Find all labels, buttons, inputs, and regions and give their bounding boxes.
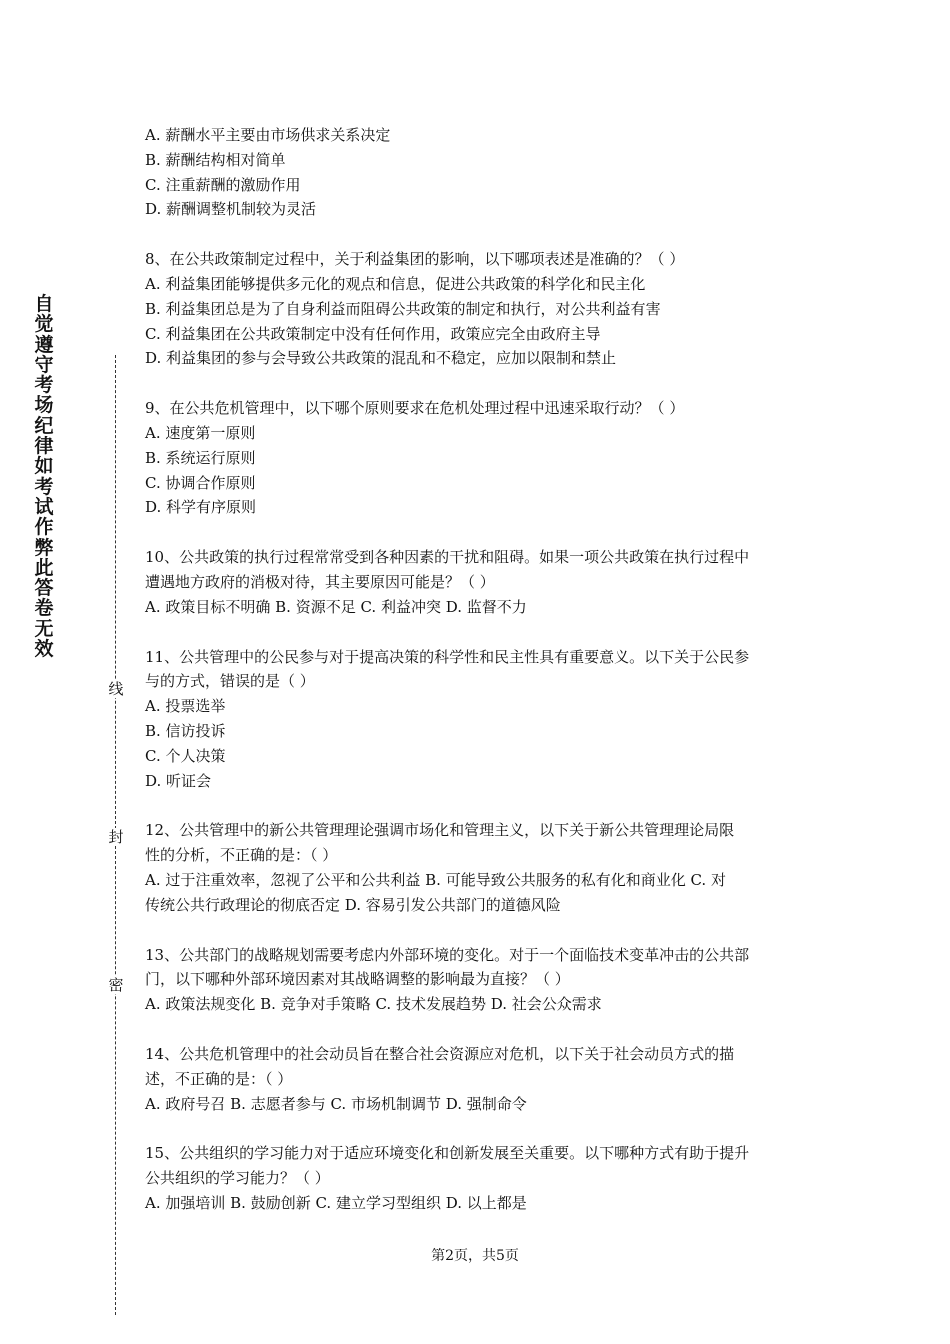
question-text: 门，以下哪种外部环境因素对其战略调整的影响最为直接？（ ） — [145, 970, 570, 989]
question-9 — [145, 396, 815, 520]
option: B. 系统运行原则 — [145, 448, 256, 467]
question-10 — [145, 545, 815, 619]
question-15 — [145, 1141, 815, 1215]
question-text: 9、在公共危机管理中，以下哪个原则要求在危机处理过程中迅速采取行动？（ ） — [145, 399, 685, 418]
option: A. 薪酬水平主要由市场供求关系决定 — [145, 126, 391, 144]
option: C. 注重薪酬的激励作用 — [145, 175, 301, 194]
question-text: 性的分析，不正确的是：（ ） — [145, 846, 338, 865]
question-11 — [145, 645, 815, 794]
option: C. 利益集团在公共政策制定中没有任何作用，政策应完全由政府主导 — [145, 324, 601, 343]
seal-label-mi: 密 — [108, 976, 124, 994]
options: 传统公共行政理论的彻底否定 D. 容易引发公共部门的道德风险 — [145, 895, 561, 914]
question-text: 10、公共政策的执行过程常常受到各种因素的干扰和阻碍。如果一项公共政策在执行过程中 — [145, 548, 750, 567]
option: D. 利益集团的参与会导致公共政策的混乱和不稳定，应加以限制和禁止 — [145, 349, 617, 368]
option: C. 协调合作原则 — [145, 473, 256, 492]
exam-discipline-warning: 自 觉 遵 守 考 场 纪 律 如 考 试 作 弊 此 答 卷 无 效 — [34, 293, 54, 661]
option: D. 科学有序原则 — [145, 498, 257, 517]
question-text: 8、在公共政策制定过程中，关于利益集团的影响，以下哪项表述是准确的？（ ） — [145, 250, 685, 269]
option: B. 利益集团总是为了自身利益而阻碍公共政策的制定和执行，对公共利益有害 — [145, 299, 661, 318]
options: A. 加强培训 B. 鼓励创新 C. 建立学习型组织 D. 以上都是 — [145, 1193, 527, 1212]
question-12 — [145, 818, 815, 917]
option: B. 信访投诉 — [145, 721, 226, 740]
question-text: 14、公共危机管理中的社会动员旨在整合社会资源应对危机，以下关于社会动员方式的描 — [145, 1044, 735, 1063]
question-7-options — [145, 123, 815, 222]
option: A. 投票选举 — [145, 697, 226, 716]
question-text: 与的方式，错误的是（ ） — [145, 672, 315, 691]
options: A. 政策法规变化 B. 竞争对手策略 C. 技术发展趋势 D. 社会公众需求 — [145, 995, 602, 1014]
question-14 — [145, 1042, 815, 1116]
question-text: 遭遇地方政府的消极对待，其主要原因可能是？（ ） — [145, 572, 495, 591]
question-text: 述，不正确的是：（ ） — [145, 1069, 293, 1088]
page-number: 第2页，共5页 — [431, 1248, 519, 1264]
option: A. 利益集团能够提供多元化的观点和信息，促进公共政策的科学化和民主化 — [145, 274, 646, 293]
question-text: 15、公共组织的学习能力对于适应环境变化和创新发展至关重要。以下哪种方式有助于提升 — [145, 1144, 750, 1163]
option: D. 薪酬调整机制较为灵活 — [145, 200, 317, 219]
question-text: 13、公共部门的战略规划需要考虑内外部环境的变化。对于一个面临技术变革冲击的公共部 — [145, 945, 750, 964]
option: C. 个人决策 — [145, 746, 226, 765]
options: A. 过于注重效率，忽视了公平和公共利益 B. 可能导致公共服务的私有化和商业化 C. 对 — [145, 870, 726, 889]
question-text: 12、公共管理中的新公共管理理论强调市场化和管理主义，以下关于新公共管理理论局限 — [145, 821, 735, 840]
question-text: 11、公共管理中的公民参与对于提高决策的科学性和民主性具有重要意义。以下关于公民参 — [145, 647, 750, 666]
options: A. 政策目标不明确 B. 资源不足 C. 利益冲突 D. 监督不力 — [145, 597, 527, 616]
seal-label-feng: 封 — [108, 828, 124, 846]
exam-content — [145, 123, 815, 1241]
question-text: 公共组织的学习能力？（ ） — [145, 1169, 330, 1188]
seal-label-xian: 线 — [108, 680, 124, 698]
option: B. 薪酬结构相对简单 — [145, 150, 286, 169]
question-13 — [145, 943, 815, 1017]
question-8 — [145, 247, 815, 371]
option: A. 速度第一原则 — [145, 423, 256, 442]
options: A. 政府号召 B. 志愿者参与 C. 市场机制调节 D. 强制命令 — [145, 1094, 527, 1113]
option: D. 听证会 — [145, 771, 212, 790]
